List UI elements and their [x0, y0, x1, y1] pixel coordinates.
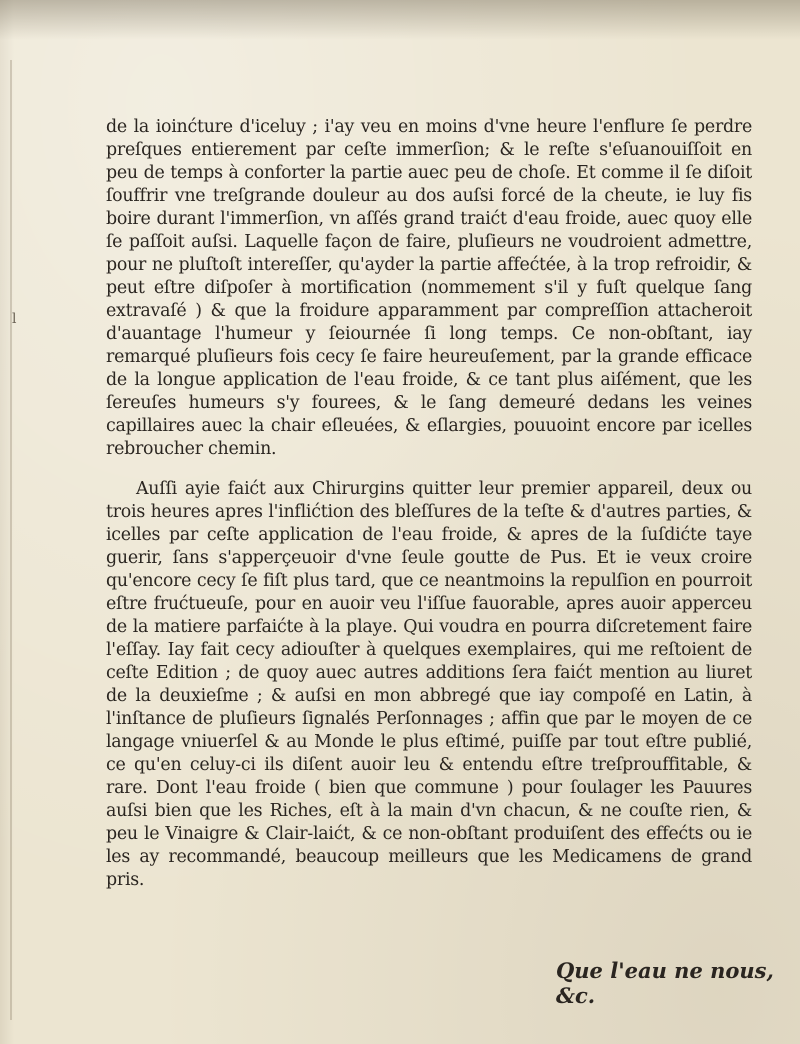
page-top-shadow — [0, 0, 800, 40]
catchword: Que l'eau ne nous, &c. — [556, 958, 774, 1008]
margin-mark: ⅼ — [12, 311, 17, 327]
binding-crease — [10, 60, 12, 1020]
page-body-text — [106, 116, 752, 892]
paragraph-2: Auſſi ayie faićt aux Chirurgins quitter leur premier appareil, deux ou trois heures apres l'inflićtion des bleſſures de la teſte & d'autres parties, & icelles par ceſte application de l'eau froide, & apres de la ſuſdićte taye guerir, ſans s'apperçeuoir d'vne ſeule goutte de Pus. Et ie veux croire qu'encore cecy ſe fiſt plus tard, que ce neantmoins la repulſion en pourroit eſtre frućtueuſe, pour en auoir veu l'iſſue fauorable, apres auoir apperceu de la matiere parfaićte à la playe. Qui voudra en pourra diſcretement faire l'eſſay. Iay fait cecy adiouſter à quelques exemplaires, qui me reſtoient de ceſte Edition ; de quoy auec autres additions ſera faićt mention au liuret de la deuxieſme ; & auſsi en mon abbregé que iay compoſé en Latin, à l'inſtance de pluſieurs ſignalés Perſonnages ; affin que par le moyen de ce langage vniuerſel & au Monde le plus eſtimé, puiſſe par tout eſtre publié, ce qu'en celuy-ci ils diſent auoir leu & entendu eſtre treſprouffitable, & rare. Dont l'eau froide ( bien que commune ) pour ſoulager les Pauures auſsi bien que les Riches, eſt à la main d'vn chacun, & ne couſte rien, & peu le Vinaigre & Clair-laićt, & ce non-obſtant produiſent des effećts ou ie les ay recommandé, beaucoup meilleurs que les Medicamens de grand pris. — [106, 479, 752, 890]
paragraph-1: de la ioinćture d'iceluy ; i'ay veu en moins d'vne heure l'enflure ſe perdre preſques entierement par ceſte immerſion; & le reſte s'eſuanouiſſoit en peu de temps à conforter la partie auec peu de choſe. Et comme il ſe diſoit ſouffrir vne treſgrande douleur au dos auſsi forcé de la cheute, ie luy fis boire durant l'immerſion, vn aſſés grand traićt d'eau froide, auec quoy elle ſe paſſoit auſsi. Laquelle façon de faire, pluſieurs ne voudroient admettre, pour ne pluſtoſt intereſſer, qu'ayder la partie affećtée, à la trop refroidir, & peut eſtre diſpoſer à mortification (nommement s'il y fuſt quelque ſang extravaſé ) & que la froidure apparamment par compreſſion attacheroit d'auantage l'humeur y ſeiournée ſi long temps. Ce non-obſtant, iay remarqué pluſieurs fois cecy ſe faire heureuſement, par la grande efficace de la longue application de l'eau froide, & ce tant plus aiſément, que les ſereuſes humeurs s'y fourees, & le ſang demeuré dedans les veines capillaires auec la chair eſleuées, & eſlargies, pouuoint encore par icelles rebroucher chemin. — [106, 117, 752, 459]
